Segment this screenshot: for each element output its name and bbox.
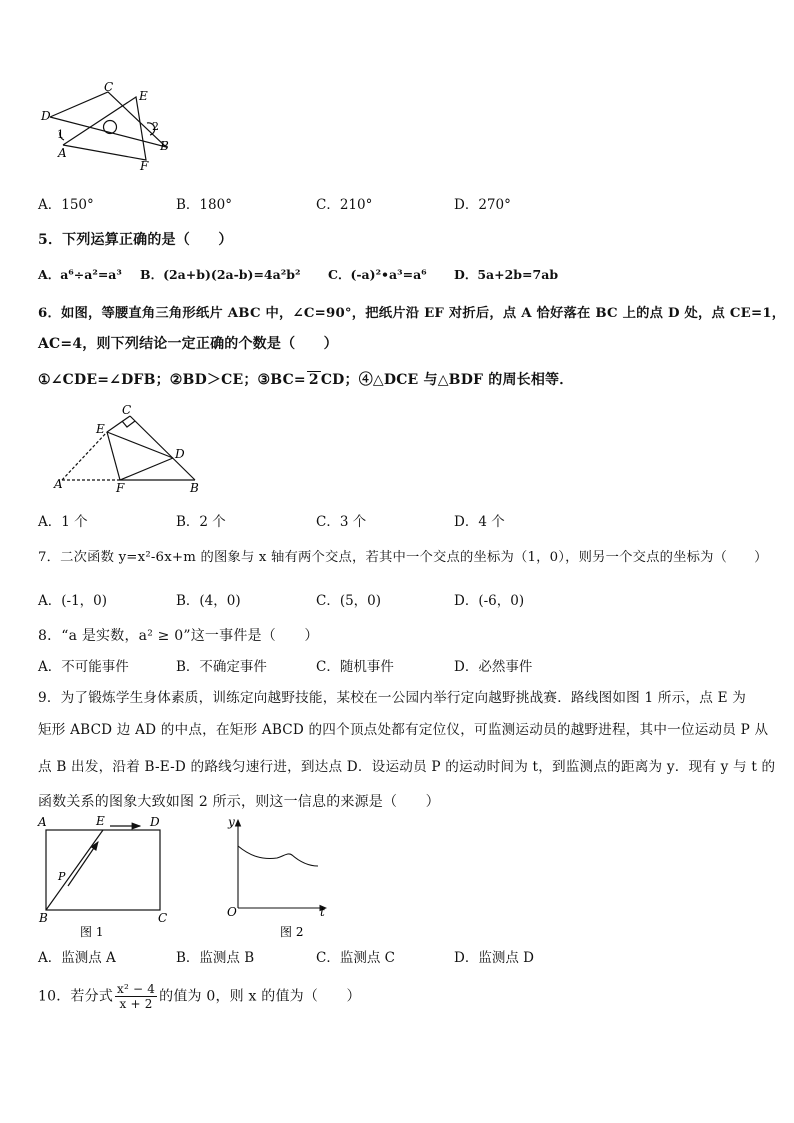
q7-option-b: B．(4，0) [176, 593, 241, 609]
q7-stem: 7．二次函数 y=x²-6x+m 的图象与 x 轴有两个交点，若其中一个交点的坐标为（1，0），则另一个交点的坐标为（ ） [38, 550, 768, 565]
q9-fig1-label-b: B [39, 911, 48, 925]
q4-option-c: C．210° [316, 197, 373, 213]
q5-option-c: C．(-a)²•a³=a⁶ [328, 267, 427, 282]
q4-option-b: B．180° [176, 197, 232, 213]
q7-option-d: D．(-6，0) [454, 593, 525, 609]
q6-stem-line1: 6．如图，等腰直角三角形纸片 ABC 中，∠C=90°，把纸片沿 EF 对折后，点 A 恰好落在 BC 上的点 D 处，点 CE=1， [38, 306, 786, 321]
q7-option-c: C．(5，0) [316, 593, 382, 609]
q10-fraction [115, 982, 157, 1011]
q4-label-2: 2 [152, 120, 159, 133]
q9-line3: 点 B 出发，沿着 B-E-D 的路线匀速行进，到达点 D．设运动员 P 的运动时间为 t，到监测点的距离为 y．现有 y 与 t 的 [38, 759, 776, 775]
q6-stem-line2: AC=4，则下列结论一定正确的个数是（ ） [38, 336, 338, 352]
q6-option-b: B．2 个 [176, 514, 226, 530]
q4-label-1: 1 [57, 128, 64, 141]
q8-option-c: C．随机事件 [316, 659, 394, 675]
q4-label-b: B [160, 139, 169, 153]
q6-conclusions-part-b: CD；④△DCE 与△BDF 的周长相等． [320, 372, 574, 388]
q9-fig1-label-a: A [38, 815, 47, 829]
q9-fig2-label-t: t [320, 905, 325, 919]
sqrt-2: 2 [308, 372, 319, 388]
q4-label-d: D [41, 109, 51, 123]
q4-option-a: A．150° [38, 197, 94, 213]
q9-line4: 函数关系的图象大致如图 2 所示，则这一信息的来源是（ ） [38, 794, 440, 810]
q6-option-c: C．3 个 [316, 514, 367, 530]
q9-fig1-label-c: C [158, 911, 168, 925]
q9-fig2-caption: 图 2 [280, 925, 304, 939]
q9-option-a: A．监测点 A [38, 950, 116, 966]
q5-option-d: D．5a+2b=7ab [454, 267, 559, 282]
q4-figure [38, 80, 178, 175]
q5-option-b: B．(2a+b)(2a-b)=4a²b² [140, 267, 301, 282]
q4-label-e: E [139, 89, 148, 103]
q9-option-b: B．监测点 B [176, 950, 255, 966]
q8-option-b: B．不确定事件 [176, 659, 267, 675]
q4-label-f: F [140, 159, 149, 173]
q8-option-a: A．不可能事件 [38, 659, 129, 675]
q9-fig1-caption: 图 1 [80, 925, 104, 939]
q10-numerator: x² − 4 [117, 982, 156, 996]
q9-fig2-label-o: O [227, 905, 237, 919]
q6-label-a: A [54, 477, 63, 491]
q6-conclusions-part-a: ①∠CDE=∠DFB；②BD＞CE；③BC= [38, 372, 306, 388]
q6-option-a: A．1 个 [38, 514, 88, 530]
q9-line2: 矩形 ABCD 边 AD 的中点，在矩形 ABCD 的四个顶点处都有定位仪，可监测运动员的越野进程，其中一位运动员 P 从 [38, 722, 769, 738]
q4-option-d: D．270° [454, 197, 511, 213]
q8-option-d: D．必然事件 [454, 659, 533, 675]
q9-line1: 9．为了锻炼学生身体素质，训练定向越野技能，某校在一公园内举行定向越野挑战赛．路线图如图 1 所示，点 E 为 [38, 690, 747, 706]
q10-prefix: 10．若分式 [38, 988, 114, 1005]
q5-option-a: A．a⁶÷a²=a³ [38, 267, 122, 282]
q6-label-b: B [190, 481, 199, 495]
q6-label-d: D [175, 447, 185, 461]
q4-label-a: A [58, 146, 67, 160]
q10-denominator: x + 2 [119, 997, 153, 1011]
q5-stem: 5．下列运算正确的是（ ） [38, 232, 233, 248]
q6-option-d: D．4 个 [454, 514, 505, 530]
q6-label-c: C [122, 403, 132, 417]
q7-option-a: A．(-1，0) [38, 593, 108, 609]
q9-figure-2 [222, 812, 334, 942]
q9-option-d: D．监测点 D [454, 950, 534, 966]
q9-figure-1 [36, 812, 176, 942]
q9-fig1-label-d: D [150, 815, 160, 829]
q9-option-c: C．监测点 C [316, 950, 395, 966]
q6-label-f: F [116, 481, 125, 495]
q4-label-c: C [104, 80, 114, 94]
q10-stem [38, 982, 361, 1011]
q6-figure [52, 402, 204, 497]
q6-conclusions [38, 369, 573, 389]
q9-fig1-label-p: P [58, 870, 66, 883]
q9-fig2-label-y: y [228, 815, 235, 829]
q8-stem: 8．“a 是实数，a² ≥ 0”这一事件是（ ） [38, 628, 319, 644]
q9-fig1-label-e: E [96, 814, 105, 828]
q6-label-e: E [96, 422, 105, 436]
q10-suffix: 的值为 0，则 x 的值为（ ） [159, 988, 361, 1005]
